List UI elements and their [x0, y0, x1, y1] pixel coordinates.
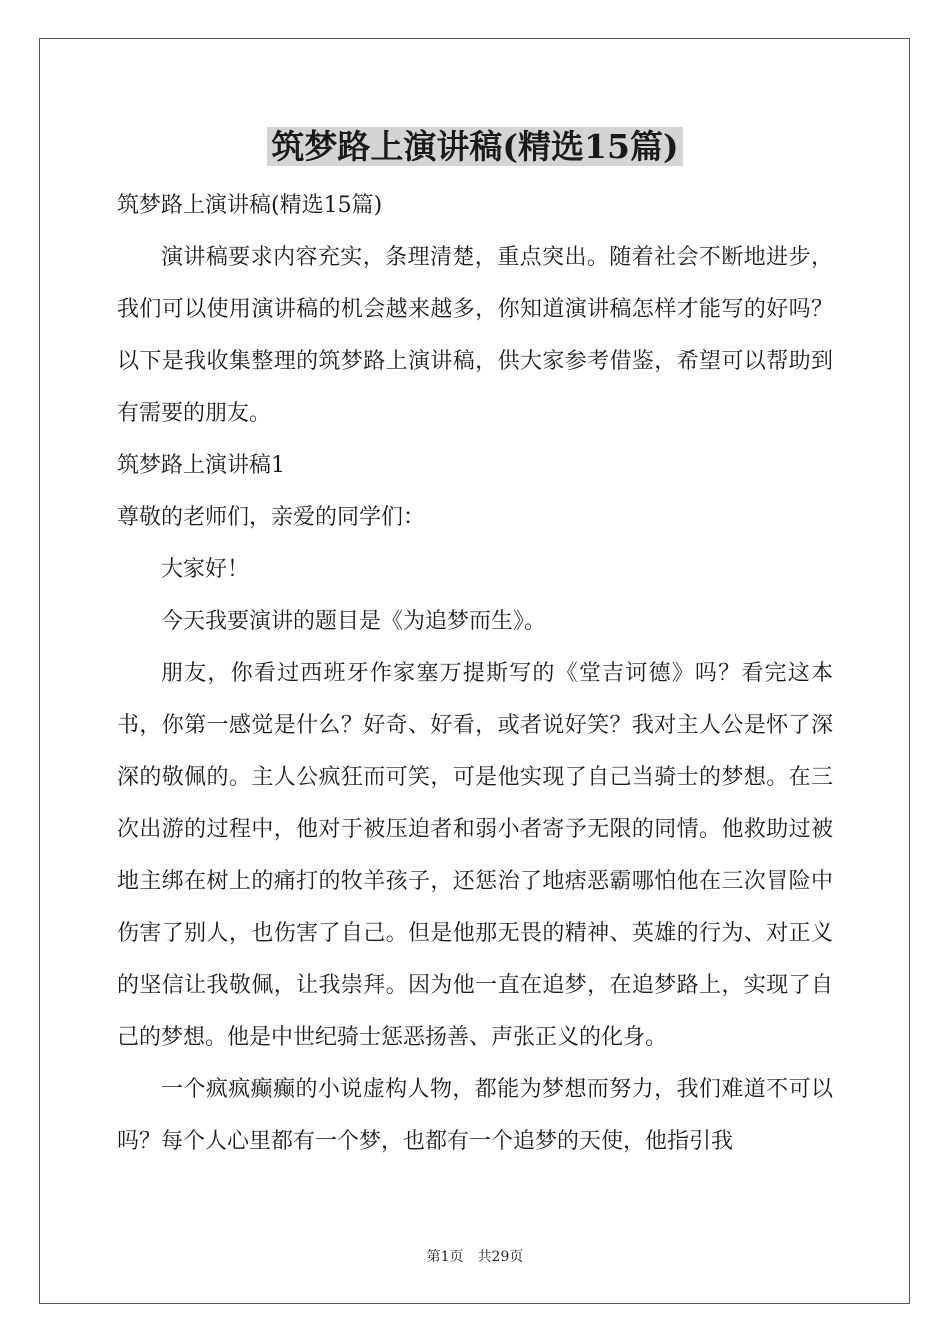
salutation: 尊敬的老师们，亲爱的同学们：	[117, 505, 426, 530]
section-heading: 筑梦路上演讲稿1	[117, 453, 285, 478]
paragraph: 朋友，你看过西班牙作家塞万提斯写的《堂吉诃德》吗？看完这本书，你第一感觉是什么？好奇、好看，或者说好笑？我对主人公是怀了深深的敬佩的。主人公疯狂而可笑，可是他实现了自己当骑士的梦想。在三次出游的过程中，他对于被压迫者和弱小者寄予无限的同情。他救助过被地主绑在树上的痛打的牧羊孩子，还惩治了地痞恶霸哪怕他在三次冒险中伤害了别人，也伤害了自己。但是他那无畏的精神、英雄的行为、对正义的坚信让我敬佩，让我崇拜。因为他一直在追梦，在追梦路上，实现了自己的梦想。他是中世纪骑士惩恶扬善、声张正义的化身。	[117, 661, 833, 1050]
document-title-text: 筑梦路上演讲稿(精选15篇)	[267, 127, 682, 166]
page-number-footer: 第1页 共29页	[426, 1249, 524, 1265]
paragraph: 今天我要演讲的题目是《为追梦而生》。	[161, 609, 547, 634]
paragraph: 演讲稿要求内容充实，条理清楚，重点突出。随着社会不断地进步，我们可以使用演讲稿的机会越来越多，你知道演讲稿怎样才能写的好吗？以下是我收集整理的筑梦路上演讲稿，供大家参考借鉴，希望可以帮助到有需要的朋友。	[117, 245, 833, 426]
paragraph: 一个疯疯癫癫的小说虚构人物，都能为梦想而努力，我们难道不可以吗？每个人心里都有一个梦，也都有一个追梦的天使，他指引我	[117, 1077, 833, 1154]
paragraph: 筑梦路上演讲稿(精选15篇)	[117, 193, 383, 218]
document-title	[0, 124, 950, 170]
document-body	[117, 180, 833, 1168]
paragraph: 大家好！	[161, 557, 250, 582]
